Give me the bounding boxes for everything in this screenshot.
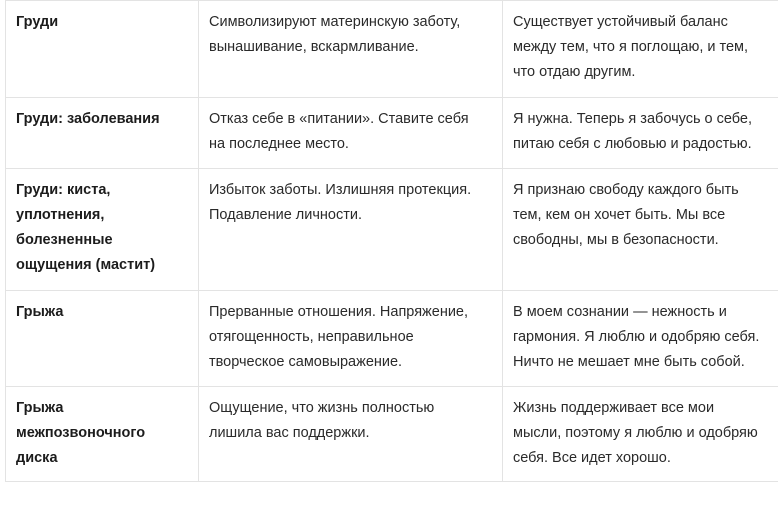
affirmation-text: Я нужна. Теперь я забочусь о себе, xyxy=(513,111,753,127)
cause-text: Отказ себе в «питании». Ставите себя xyxy=(209,111,469,127)
term-text: уплотнения, xyxy=(16,207,105,223)
term-cell xyxy=(6,1,199,98)
affirmation-text: питаю себя с любовью и радостью. xyxy=(513,136,752,152)
affirmation-text: что отдаю другим. xyxy=(513,64,636,80)
cause-cell xyxy=(199,98,503,169)
term-text: ощущения (мастит) xyxy=(16,257,156,273)
ailments-table xyxy=(5,0,778,482)
affirmation-cell xyxy=(503,291,778,387)
term-cell xyxy=(6,98,199,169)
cause-text: творческое самовыражение. xyxy=(209,354,403,370)
cause-cell xyxy=(199,291,503,387)
affirmation-cell xyxy=(503,1,778,98)
affirmation-text: себя. Все идет хорошо. xyxy=(513,450,671,466)
term-text: Груди: заболевания xyxy=(16,111,160,127)
cause-cell xyxy=(199,169,503,291)
term-cell xyxy=(6,291,199,387)
cause-text: Ощущение, что жизнь полностью xyxy=(209,400,435,416)
cause-text: Подавление личности. xyxy=(209,207,362,223)
affirmation-cell xyxy=(503,387,778,482)
table-row xyxy=(6,1,778,98)
affirmation-cell xyxy=(503,98,778,169)
table-row xyxy=(6,98,778,169)
affirmation-text: Жизнь поддерживает все мои xyxy=(513,400,715,416)
cause-text: вынашивание, вскармливание. xyxy=(209,39,419,55)
cause-text: Прерванные отношения. Напряжение, xyxy=(209,304,469,320)
cause-text: Избыток заботы. Излишняя протекция. xyxy=(209,182,472,198)
affirmation-text: Ничто не мешает мне быть собой. xyxy=(513,354,745,370)
term-text: Грыжа xyxy=(16,304,64,320)
term-text: болезненные xyxy=(16,232,113,248)
cause-text: на последнее место. xyxy=(209,136,349,152)
table-row xyxy=(6,387,778,482)
cause-text: Символизируют материнскую заботу, xyxy=(209,14,461,30)
term-cell xyxy=(6,387,199,482)
cause-cell xyxy=(199,387,503,482)
term-text: Груди xyxy=(16,14,59,30)
term-cell xyxy=(6,169,199,291)
cause-cell xyxy=(199,1,503,98)
affirmation-text: мысли, поэтому я люблю и одобряю xyxy=(513,425,758,441)
term-text: Груди: киста, xyxy=(16,182,111,198)
term-text: диска xyxy=(16,450,58,466)
affirmation-text: Я признаю свободу каждого быть xyxy=(513,182,739,198)
term-text: Грыжа xyxy=(16,400,64,416)
affirmation-text: между тем, что я поглощаю, и тем, xyxy=(513,39,749,55)
cause-text: лишила вас поддержки. xyxy=(209,425,370,441)
affirmation-text: В моем сознании — нежность и xyxy=(513,304,727,320)
term-text: межпозвоночного xyxy=(16,425,146,441)
affirmation-text: Существует устойчивый баланс xyxy=(513,14,728,30)
table-row xyxy=(6,291,778,387)
affirmation-text: свободны, мы в безопасности. xyxy=(513,232,719,248)
affirmation-text: тем, кем он хочет быть. Мы все xyxy=(513,207,726,223)
affirmation-cell xyxy=(503,169,778,291)
table-row xyxy=(6,169,778,291)
cause-text: отягощенность, неправильное xyxy=(209,329,414,345)
affirmation-text: гармония. Я люблю и одобряю себя. xyxy=(513,329,760,345)
